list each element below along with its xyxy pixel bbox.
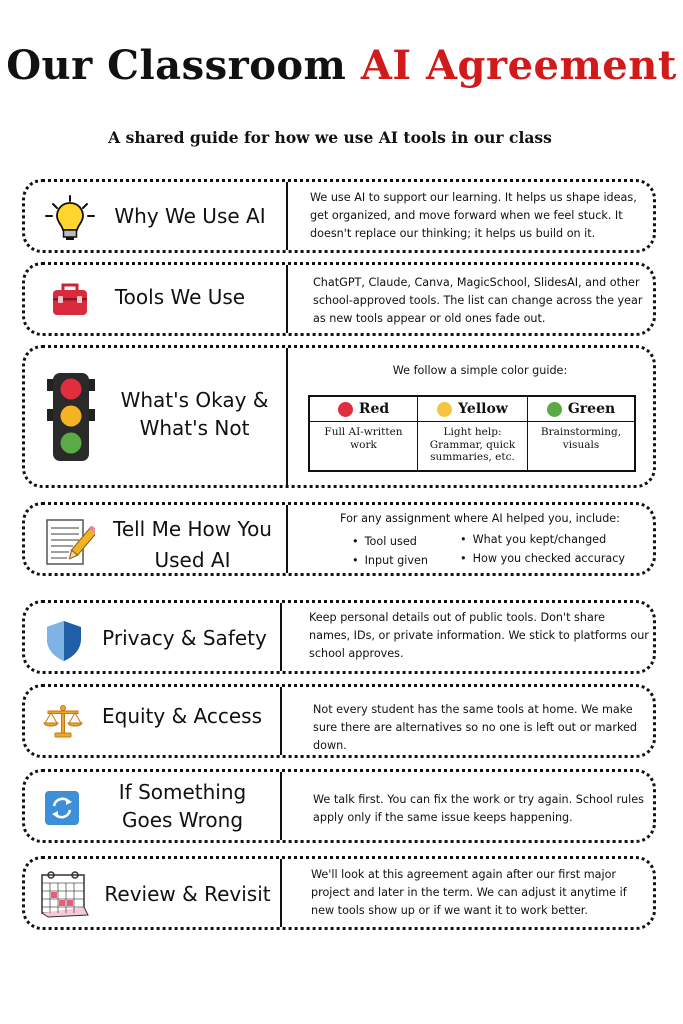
label-how-line2: Used AI [154, 548, 231, 572]
card-privacy [22, 600, 656, 674]
list-item: • What you kept/changed [460, 530, 625, 549]
green-dot-icon [547, 402, 562, 417]
text-why: We use AI to support our learning. It helps us shape ideas, get organized, and move forward when we feel stuck. It doesn't replace our thinking; it helps us build on it. [310, 191, 637, 240]
label-equity: Equity & Access [101, 704, 263, 728]
shield-icon [45, 619, 83, 663]
calendar-icon [38, 869, 90, 921]
list-item: • Tool used [352, 532, 428, 551]
card-tools [22, 262, 656, 336]
guide-yellow-desc: Light help: Grammar, quick summaries, etc. [429, 426, 516, 463]
label-okay-line2: What's Not [139, 416, 250, 440]
color-guide-intro: We follow a simple color guide: [392, 364, 568, 377]
color-guide-green [528, 397, 634, 470]
list-item: • How you checked accuracy [460, 549, 625, 568]
title-part2: AI Agreement [360, 42, 677, 89]
label-wrong-line1: If Something [118, 780, 247, 804]
label-wrong-line2: Goes Wrong [121, 808, 244, 832]
label-privacy: Privacy & Safety [102, 626, 267, 650]
yellow-dot-icon [437, 402, 452, 417]
label-how-line1: Tell Me How You [113, 517, 272, 541]
guide-red-name: Red [358, 401, 390, 417]
label-wrong [95, 778, 270, 834]
page-title [0, 42, 683, 89]
color-guide-yellow [418, 397, 528, 470]
refresh-icon [45, 791, 79, 825]
guide-yellow-name: Yellow [458, 401, 508, 417]
list-item: • Input given [352, 551, 428, 570]
notepad-pencil-icon [43, 515, 95, 567]
label-why: Why We Use AI [114, 204, 266, 228]
label-tools: Tools We Use [114, 285, 246, 309]
guide-red-desc: Full AI-written work [324, 426, 403, 451]
text-review: We'll look at this agreement again after our first major project and later in the term. We can adjust it anytime if new tools show up or if we want it to work better. [311, 868, 627, 917]
text-tools: ChatGPT, Claude, Canva, MagicSchool, SlidesAI, and other school-approved tools. The list can change across the year as new tools appear or old ones fade out. [313, 276, 643, 325]
card-wrong [22, 769, 656, 843]
text-equity: Not every student has the same tools at home. We make sure there are alternatives so no one is left out or marked down. [313, 703, 638, 752]
label-review: Review & Revisit [104, 882, 271, 906]
page-subtitle: A shared guide for how we use AI tools in our class [108, 128, 552, 147]
color-guide-table [308, 395, 636, 472]
traffic-light-icon [45, 371, 97, 465]
guide-green-name: Green [567, 401, 616, 417]
card-okay [22, 345, 656, 488]
label-okay-line1: What's Okay & [120, 388, 269, 412]
bullet-list-left [352, 532, 428, 570]
card-how [22, 502, 656, 576]
label-how [100, 515, 285, 574]
card-why [22, 179, 656, 253]
toolbox-icon [51, 281, 89, 317]
card-equity [22, 684, 656, 758]
label-okay [107, 386, 282, 442]
lightbulb-icon [43, 194, 97, 242]
red-dot-icon [338, 402, 353, 417]
text-wrong: We talk first. You can fix the work or try again. School rules apply only if the same issue keeps happening. [313, 793, 644, 824]
title-part1: Our Classroom [6, 42, 361, 89]
card-review [22, 856, 656, 930]
guide-green-desc: Brainstorming, visuals [540, 426, 622, 451]
bullet-list-right [460, 530, 625, 568]
how-intro: For any assignment where AI helped you, include: [340, 512, 620, 525]
text-privacy: Keep personal details out of public tools. Don't share names, IDs, or private information. We stick to platforms our school approves. [309, 611, 649, 660]
scales-icon [43, 705, 83, 739]
color-guide-red [310, 397, 418, 470]
